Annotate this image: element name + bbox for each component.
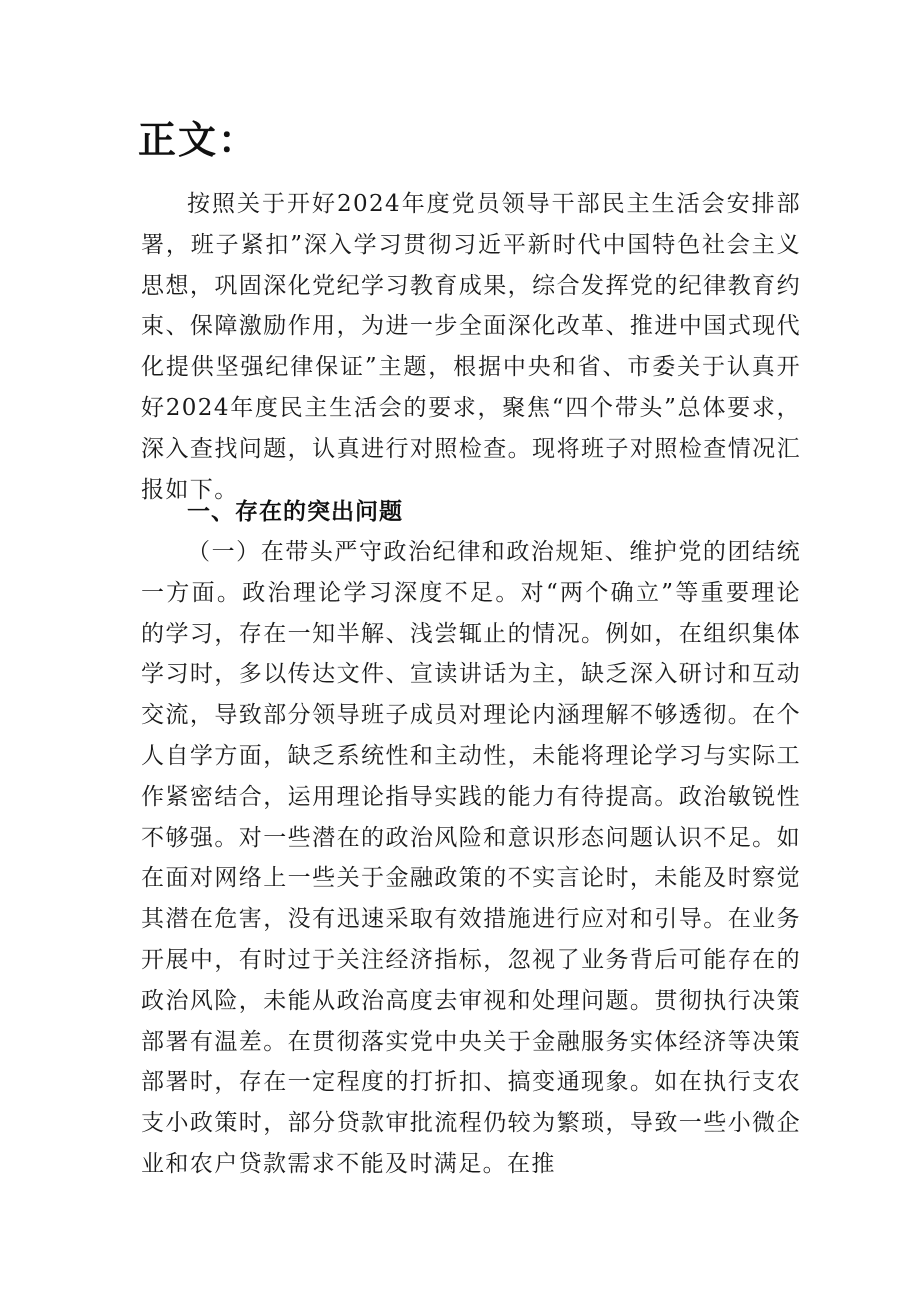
- section-paragraph: （一）在带头严守政治纪律和政治规矩、维护党的团结统一方面。政治理论学习深度不足。对“两个确立”等重要理论的学习，存在一知半解、浅尝辄止的情况。例如，在组织集体学习时，多以传达文件、宣读讲话为主，缺乏深入研讨和互动交流，导致部分领导班子成员对理论内涵理解不够透彻。在个人自学方面，缺乏系统性和主动性，未能将理论学习与实际工作紧密结合，运用理论指导实践的能力有待提高。政治敏锐性不够强。对一些潜在的政治风险和意识形态问题认识不足。如在面对网络上一些关于金融政策的不实言论时，未能及时察觉其潜在危害，没有迅速采取有效措施进行应对和引导。在业务开展中，有时过于关注经济指标，忽视了业务背后可能存在的政治风险，未能从政治高度去审视和处理问题。贯彻执行决策部署有温差。在贯彻落实党中央关于金融服务实体经济等决策部署时，存在一定程度的打折扣、搞变通现象。如在执行支农支小政策时，部分贷款审批流程仍较为繁琐，导致一些小微企业和农户贷款需求不能及时满足。在推: [141, 539, 801, 1177]
- document-title: 正文：: [138, 118, 259, 162]
- intro-paragraph: 按照关于开好2024年度党员领导干部民主生活会安排部署，班子紧扣”深入学习贯彻习近平新时代中国特色社会主义思想，巩固深化党纪学习教育成果，综合发挥党的纪律教育约束、保障激励作用，为进一步全面深化改革、推进中国式现代化提供坚强纪律保证”主题，根据中央和省、市委关于认真开好2024年度民主生活会的要求，聚焦“四个带头”总体要求，深入查找问题，认真进行对照检查。现将班子对照检查情况汇报如下。: [141, 191, 801, 503]
- section-heading: 一、存在的突出问题: [187, 499, 403, 525]
